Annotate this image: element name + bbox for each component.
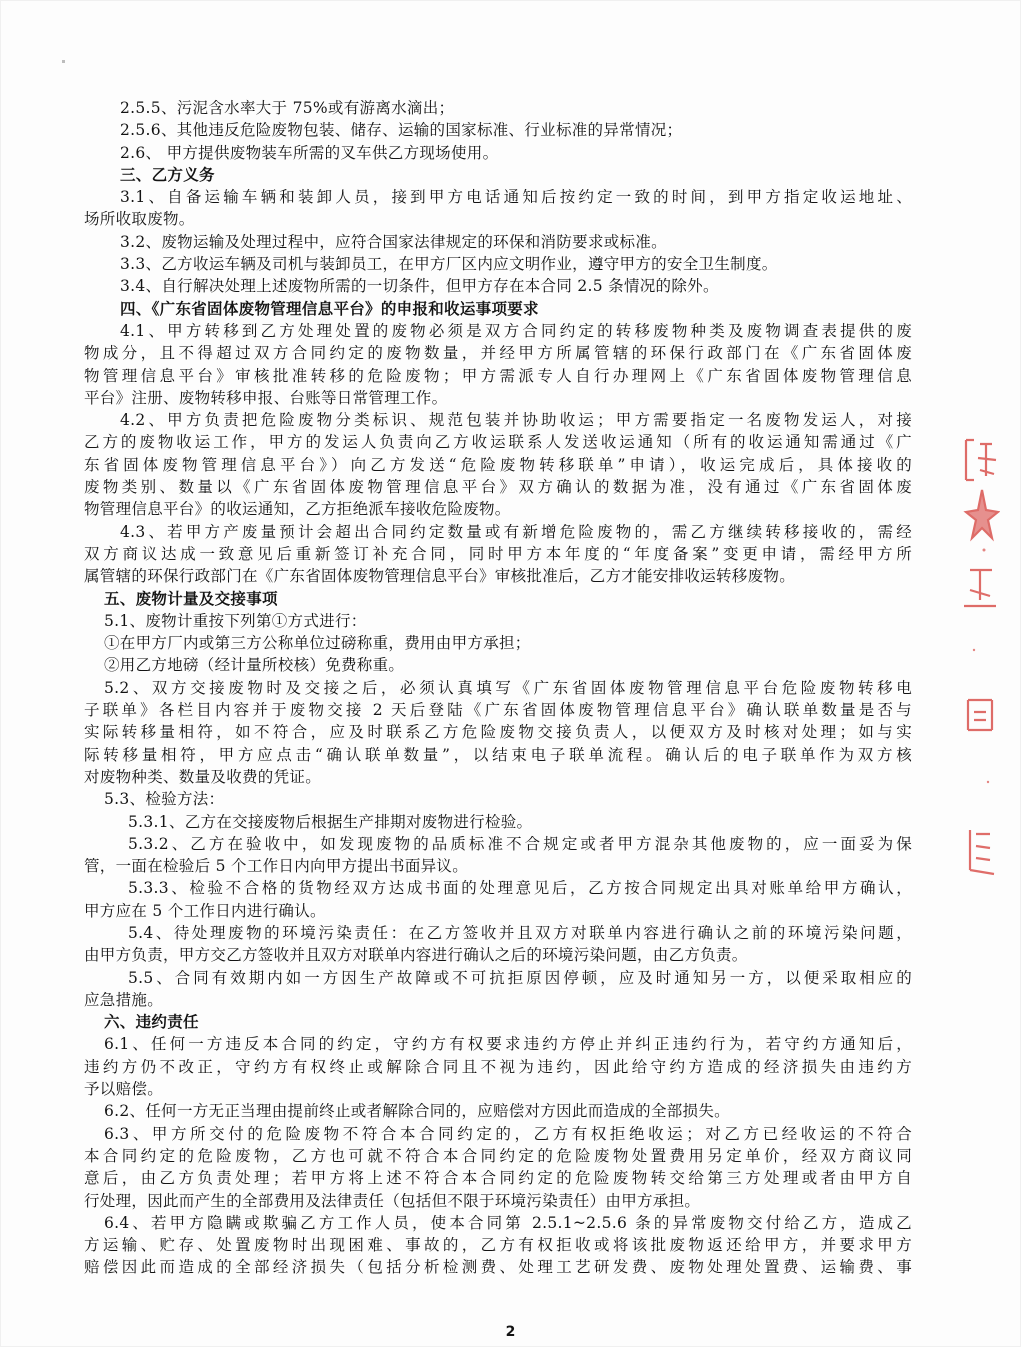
text-line: 6.1、任何一方违反本合同的约定，守约方有权要求违约方停止并纠正违约行为，若守约方通知后， [104, 1035, 912, 1054]
section-heading: 四、《广东省固体废物管理信息平台》的申报和收运事项要求 [120, 298, 539, 318]
text-line: 违约方仍不改正，守约方有权终止或解除合同且不视为违约，因此给守约方造成的经济损失由违约方 [84, 1057, 912, 1076]
text-line: 际转移量相符，甲方应点击“确认联单数量”，以结束电子联单流程。确认后的电子联单作为双方核 [84, 745, 912, 764]
text-line: 予以赔偿。 [84, 1080, 164, 1099]
scan-speck [62, 60, 65, 63]
text-line: 由甲方负责，甲方交乙方签收并且双方对联单内容进行确认之后的环境污染问题，由乙方负责。 [84, 946, 748, 965]
text-line: 应急措施。 [84, 990, 164, 1009]
text-line: 3.4、自行解决处理上述废物所需的一切条件，但甲方存在本合同 2.5 条情况的除外。 [120, 277, 719, 296]
text-line: 双方商议达成一致意见后重新签订补充合同，同时甲方本年度的“年度备案”变更申请，需经甲方所 [84, 544, 912, 563]
text-line: 6.4、若甲方隐瞒或欺骗乙方工作人员，使本合同第 2.5.1~2.5.6 条的异常废物交付给乙方，造成乙 [104, 1213, 912, 1232]
text-line: 2.5.6、其他违反危险废物包装、储存、运输的国家标准、行业标准的异常情况； [120, 121, 683, 140]
section-heading: 三、乙方义务 [120, 164, 215, 184]
text-line: 子联单》各栏目内容并于废物交接 2 天后登陆《广东省固体废物管理信息平台》确认联单数量是否与 [84, 701, 912, 720]
text-line: 甲方应在 5 个工作日内进行确认。 [84, 901, 326, 920]
text-line: 4.1、甲方转移到乙方处理处置的废物必须是双方合同约定的转移废物种类及废物调查表提供的废 [120, 321, 912, 340]
text-line: 5.3.1、乙方在交接废物后根据生产排期对废物进行检验。 [128, 812, 533, 831]
seam-stamp-graphic [960, 430, 1000, 900]
text-line: 3.2、废物运输及处理过程中，应符合国家法律规定的环保和消防要求或标准。 [120, 232, 667, 251]
text-line: 物成分，且不得超过双方合同约定的废物数量，并经甲方所属管辖的环保行政部门在《广东省固体废 [84, 344, 912, 363]
text-line: 平台》注册、废物转移申报、台账等日常管理工作。 [84, 388, 448, 407]
text-line: 6.2、任何一方无正当理由提前终止或者解除合同的，应赔偿对方因此而造成的全部损失。 [104, 1102, 730, 1121]
section-heading: 六、违约责任 [104, 1012, 199, 1032]
text-line: 属管辖的环保行政部门在《广东省固体废物管理信息平台》审核批准后，乙方才能安排收运转移废物。 [84, 567, 796, 586]
text-line: 对废物种类、数量及收费的凭证。 [84, 767, 322, 786]
text-line: ②用乙方地磅（经计量所校核）免费称重。 [104, 656, 405, 675]
text-line: ①在甲方厂内或第三方公称单位过磅称重，费用由甲方承担； [104, 634, 531, 653]
text-line: 乙方的废物收运工作，甲方的发运人负责向乙方收运联系人发送收运通知（所有的收运通知需通过《广 [84, 433, 912, 452]
text-line: 4.2、甲方负责把危险废物分类标识、规范包装并协助收运；甲方需要指定一名废物发运人，对接 [120, 411, 912, 430]
seam-stamp [960, 430, 1000, 900]
text-line: 5.3、检验方法： [104, 790, 225, 809]
text-line: 5.3.3、检验不合格的货物经双方达成书面的处理意见后，乙方按合同规定出具对账单给甲方确认， [128, 879, 912, 898]
page-number: 2 [505, 1324, 516, 1340]
text-line: 5.5、合同有效期内如一方因生产故障或不可抗拒原因停顿，应及时通知另一方，以便采取相应的 [128, 968, 912, 987]
text-line: 物管理信息平台》审核批准转移的危险废物；甲方需派专人自行办理网上《广东省固体废物管理信息 [84, 366, 912, 385]
text-line: 场所收取废物。 [84, 210, 195, 229]
text-line: 5.4、待处理废物的环境污染责任：在乙方签收并且双方对联单内容进行确认之前的环境污染问题， [128, 923, 912, 942]
text-line: 4.3、若甲方产废量预计会超出合同约定数量或有新增危险废物的，需乙方继续转移接收的，需经 [120, 522, 912, 541]
text-line: 意后，由乙方负责处理；若甲方将上述不符合本合同约定的危险废物转交给第三方处理或者由甲方自 [84, 1169, 912, 1188]
text-line: 物管理信息平台》的收运通知，乙方拒绝派车接收危险废物。 [84, 500, 511, 519]
text-line: 2.6、 甲方提供废物装车所需的叉车供乙方现场使用。 [120, 143, 499, 162]
text-line: 赔偿因此而造成的全部经济损失（包括分析检测费、处理工艺研发费、废物处理处置费、运输费、事 [84, 1258, 912, 1277]
text-line: 东省固体废物管理信息平台》）向乙方发送“危险废物转移联单”申请），收运完成后，具体接收的 [84, 455, 912, 474]
text-line: 5.2、双方交接废物时及交接之后，必须认真填写《广东省固体废物管理信息平台危险废物转移电 [104, 678, 912, 697]
text-line: 6.3、甲方所交付的危险废物不符合本合同约定的，乙方有权拒绝收运；对乙方已经收运的不符合 [104, 1124, 912, 1143]
document-body [84, 97, 912, 1279]
text-line: 5.3.2、乙方在验收中，如发现废物的品质标准不合规定或者甲方混杂其他废物的，应一面妥为保 [128, 834, 912, 853]
text-line: 3.1、自备运输车辆和装卸人员，接到甲方电话通知后按约定一致的时间，到甲方指定收运地址、 [120, 188, 912, 207]
section-heading: 五、废物计量及交接事项 [104, 588, 278, 608]
text-line: 实际转移量相符，如不符合，应及时联系乙方危险废物交接负责人，以便双方及时核对处理；如与实 [84, 723, 912, 742]
text-line: 2.5.5、污泥含水率大于 75%或有游离水滴出； [120, 99, 455, 117]
text-line: 管，一面在检验后 5 个工作日内向甲方提出书面异议。 [84, 857, 469, 876]
text-line: 本合同约定的危险废物，乙方也可就不符合本合同约定的危险废物处置费用另定单价，经双方商议同 [84, 1146, 912, 1165]
text-line: 行处理，因此而产生的全部费用及法律责任（包括但不限于环境污染责任）由甲方承担。 [84, 1191, 701, 1210]
text-line: 3.3、乙方收运车辆及司机与装卸员工，在甲方厂区内应文明作业，遵守甲方的安全卫生制度。 [120, 255, 778, 274]
text-line: 方运输、贮存、处置废物时出现困难、事故的，乙方有权拒收或将该批废物返还给甲方，并要求甲方 [84, 1236, 912, 1255]
text-line: 废物类别、数量以《广东省固体废物管理信息平台》双方确认的数据为准，没有通过《广东省固体废 [84, 478, 912, 497]
text-line: 5.1、废物计重按下列第①方式进行： [104, 611, 367, 630]
